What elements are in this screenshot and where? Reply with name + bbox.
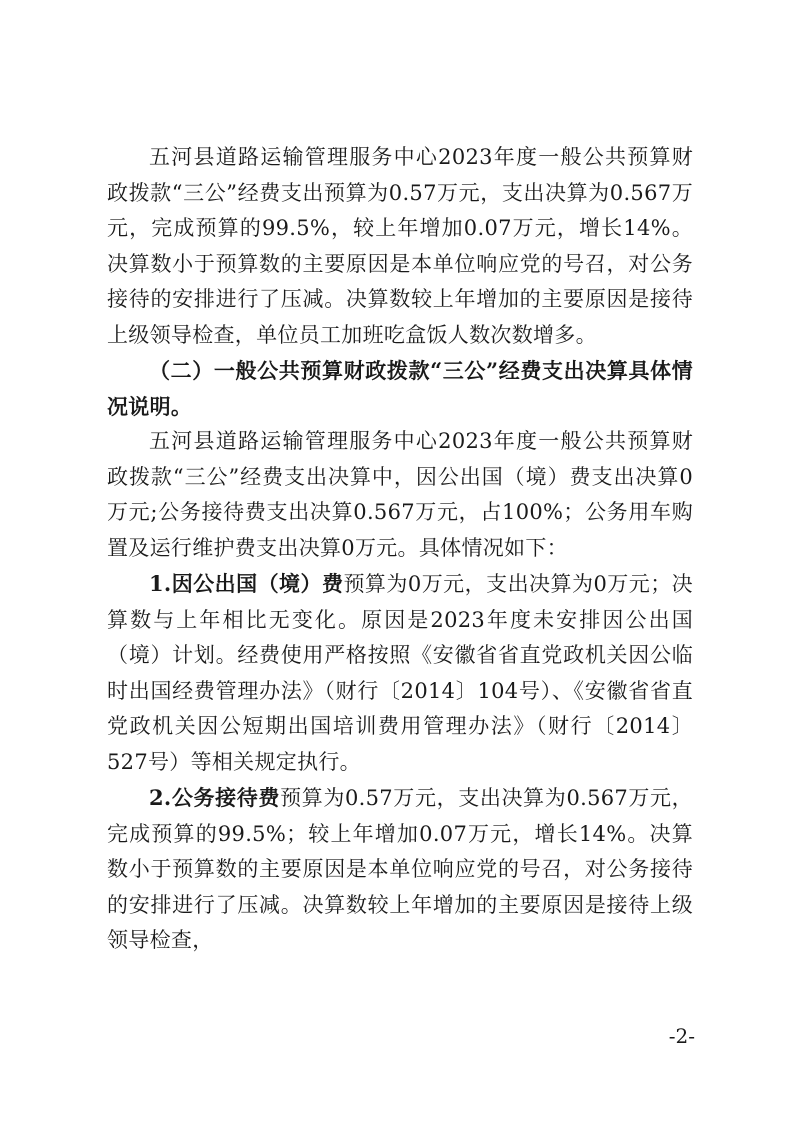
- item-overseas-travel-body: 预算为0万元，支出决算为0万元；决算数与上年相比无变化。原因是2023年度未安排因公出国（境）计划。经费使用严格按照《安徽省省直党政机关因公临时出国经费管理办法》（财行〔2014〕104号）、《安徽省省直党政机关因公短期出国培训费用管理办法》（财行〔2014〕527号）等相关规定执行。: [107, 572, 693, 774]
- item-reception-body: 预算为0.57万元，支出决算为0.567万元，完成预算的99.5%；较上年增加0.07万元，增长14%。决算数小于预算数的主要原因是本单位响应党的号召，对公务接待的安排进行了压减。决算数较上年增加的主要原因是接待上级领导检查，: [107, 786, 693, 952]
- page-number: -2-: [668, 1024, 695, 1048]
- item-overseas-travel: [107, 566, 693, 780]
- item-reception: [107, 780, 693, 959]
- item-reception-title: 2.公务接待费: [149, 785, 281, 810]
- paragraph-expenditure-breakdown: 五河县道路运输管理服务中心2023年度一般公共预算财政拨款“三公”经费支出决算中，因公出国（境）费支出决算0万元;公务接待费支出决算0.567万元，占100%；公务用车购置及运行维护费支出决算0万元。具体情况如下：: [107, 429, 693, 560]
- item-overseas-travel-title: 1.因公出国（境）费: [149, 571, 344, 596]
- paragraph-budget-summary: 五河县道路运输管理服务中心2023年度一般公共预算财政拨款“三公”经费支出预算为0.57万元，支出决算为0.567万元，完成预算的99.5%，较上年增加0.07万元，增长14%。决算数小于预算数的主要原因是本单位响应党的号召，对公务接待的安排进行了压减。决算数较上年增加的主要原因是接待上级领导检查，单位员工加班吃盒饭人数次数增多。: [107, 145, 693, 347]
- document-body: [107, 140, 693, 959]
- section-heading-2: （二）一般公共预算财政拨款“三公”经费支出决算具体情况说明。: [107, 358, 693, 419]
